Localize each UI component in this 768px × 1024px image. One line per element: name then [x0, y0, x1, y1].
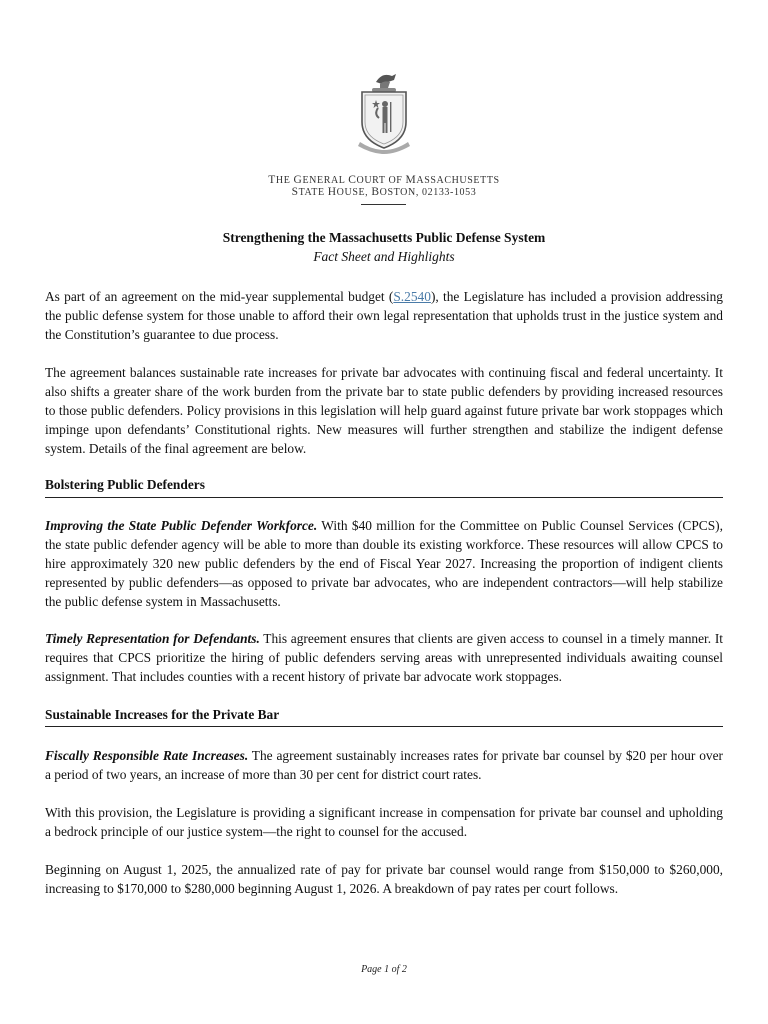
letterhead-line-1: THE GENERAL COURT OF MASSACHUSETTS — [268, 174, 500, 186]
letterhead-line-2: STATE HOUSE, BOSTON, 02133-1053 — [291, 186, 477, 198]
rate-increase-paragraph: Fiscally Responsible Rate Increases. The agreement sustainably increases rates for private bar counsel by $20 per hour over a period of two years, an increase of more than 30 per cent for district court rates. — [45, 748, 723, 782]
document-title: Strengthening the Massachusetts Public Defense System — [222, 230, 546, 245]
workforce-paragraph: Improving the State Public Defender Workforce. With $40 million for the Committee on Public Counsel Services (CPCS), the state public defender agency will be able to more than double its existing workforce. These resources will allow CPCS to hire approximately 320 new public defenders by the end of Fiscal Year 2027. Increasing the proportion of indigent clients represented by public defenders—as opposed to private bar advocates, who are independent contractors—will help stabilize the public defense system in Massachusetts. — [45, 518, 723, 609]
intro-paragraph-2: The agreement balances sustainable rate increases for private bar advocates with continuing fiscal and federal uncertainty. It also shifts a greater share of the work burden from the private bar to state public defenders by providing increased resources to those public defenders. Policy provisions in this legislation will help guard against future private bar work stoppages which impinge upon defendants’ Constitutional rights. New measures will further strengthen and stabilize the indigent defense system. Details of the final agreement are below. — [45, 365, 723, 456]
bill-link[interactable]: S.2540 — [393, 289, 431, 304]
document-subtitle: Fact Sheet and Highlights — [313, 249, 455, 264]
pay-range-paragraph: Beginning on August 1, 2025, the annualized rate of pay for private bar counsel would range from $150,000 to $260,000, increasing to $170,000 to $280,000 beginning August 1, 2026. A breakdown of pay rates per court follows. — [45, 862, 723, 896]
massachusetts-seal-icon — [352, 70, 416, 154]
timely-representation-paragraph: Timely Representation for Defendants. This agreement ensures that clients are given access to counsel in a timely manner. It requires that CPCS prioritize the hiring of public defenders serving areas with unrepresented individuals awaiting counsel assignment. That includes counties with a recent history of private bar advocate work stoppages. — [45, 631, 723, 684]
section-divider — [45, 497, 723, 498]
letterhead-divider — [361, 204, 406, 205]
compensation-paragraph: With this provision, the Legislature is providing a significant increase in compensation for private bar counsel and upholding a bedrock principle of our justice system—the right to counsel for the accused. — [45, 805, 723, 839]
section-heading-bolstering: Bolstering Public Defenders — [45, 477, 205, 492]
intro-paragraph-1: As part of an agreement on the mid-year supplemental budget (S.2540), the Legislature has included a provision addressing the public defense system for those unable to afford their own legal representation that upholds trust in the justice system and the Constitution’s guarantee to due process. — [45, 289, 723, 342]
section-divider — [45, 726, 723, 727]
section-heading-private-bar: Sustainable Increases for the Private Bar — [45, 707, 280, 722]
page-number: Page 1 of 2 — [361, 964, 407, 975]
